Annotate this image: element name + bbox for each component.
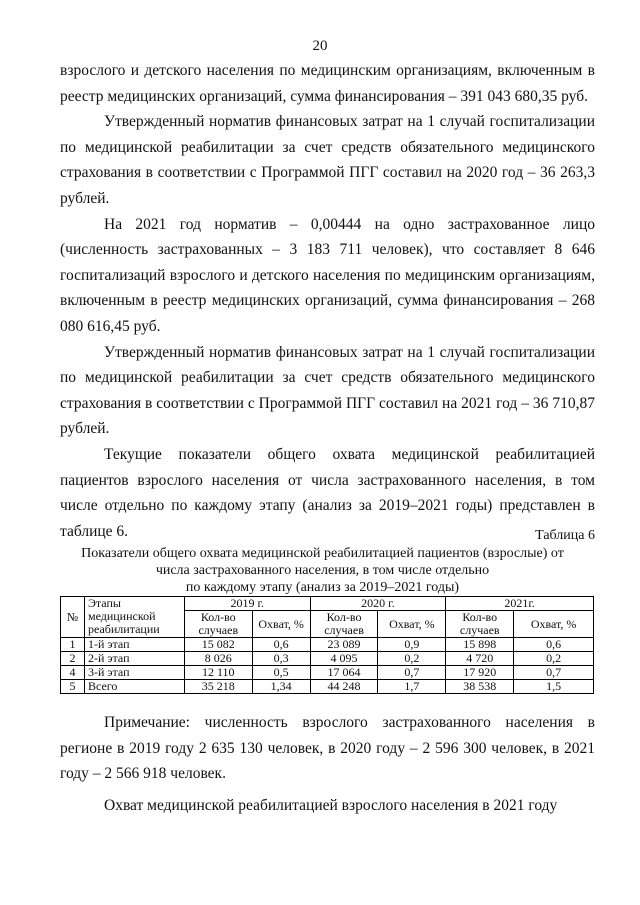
cell-coverage-2021: 0,2 [514,652,594,666]
cell-count-2021: 4 720 [446,652,514,666]
table-title-line-3: по каждому этапу (анализ за 2019–2021 годы) [185,580,460,595]
cell-coverage-2019: 1,34 [252,680,310,694]
row-stage: 2-й этап [84,652,184,666]
subheader-count: Кол-во случаев [446,611,514,638]
cell-count-2021: 17 920 [446,666,514,680]
cell-count-2019: 15 082 [184,638,252,652]
table-title-line-2: числа застрахованного населения, в том числе отдельно [155,563,490,578]
cell-coverage-2021: 0,6 [514,638,594,652]
paragraph-norm-2020: Утвержденный норматив финансовых затрат на 1 случай госпитализации по медицинской реабилитации за счет средств обязательного медицинского страхования в соответствии с Программой ПГГ составил на 2020 год – 36 263,3 рублей. [60,113,595,207]
cell-coverage-2021: 0,7 [514,666,594,680]
cell-coverage-2019: 0,6 [252,638,310,652]
row-stage: Всего [84,680,184,694]
cell-coverage-2020: 1,7 [378,680,446,694]
paragraph-plan-2021: На 2021 год норматив – 0,00444 на одно застрахованное лицо (численность застрахованных – 3 183 711 человек), что составляет 8 646 госпитализаций взрослого и детского населения по медицинским организациям, включенным в реестр медицинских организаций, сумма финансирования – 268 080 616,45 руб. [60,215,595,335]
cell-count-2021: 38 538 [446,680,514,694]
subheader-count: Кол-во случаев [184,611,252,638]
table-row [61,666,594,680]
subheader-count: Кол-во случаев [310,611,378,638]
header-year-2019: 2019 г. [184,597,310,611]
paragraph-last-line: Охват медицинской реабилитацией взрослого населения в 2021 году [104,796,558,814]
cell-coverage-2020: 0,2 [378,652,446,666]
note-block [60,710,595,818]
cell-count-2019: 12 110 [184,666,252,680]
cell-coverage-2020: 0,7 [378,666,446,680]
header-stage: Этапы медицинской реабилитации [84,597,184,638]
cell-count-2020: 23 089 [310,638,378,652]
subheader-coverage: Охват, % [252,611,310,638]
row-number: 5 [61,680,85,694]
paragraph-norm-2021: Утвержденный норматив финансовых затрат на 1 случай госпитализации по медицинской реабилитации за счет средств обязательного медицинского страхования в соответствии с Программой ПГГ составил на 2021 год – 36 710,87 рублей. [60,343,595,438]
coverage-table [60,596,594,694]
table-label: Таблица 6 [535,528,595,543]
row-stage: 1-й этап [84,638,184,652]
cell-coverage-2019: 0,3 [252,652,310,666]
subheader-coverage: Охват, % [378,611,446,638]
paragraph-continuation: взрослого и детского населения по медицинским организациям, включенным в реестр медицинских организаций, сумма финансирования – 391 043 680,35 руб. [60,62,595,105]
row-stage: 3-й этап [84,666,184,680]
paragraph-note: Примечание: численность взрослого застрахованного населения в регионе в 2019 году 2 635 130 человек, в 2020 году – 2 596 300 человек, в 2021 году – 2 566 918 человек. [60,714,595,783]
cell-coverage-2019: 0,5 [252,666,310,680]
header-year-2021: 2021г. [446,597,594,611]
table-row [61,638,594,652]
subheader-coverage: Охват, % [514,611,594,638]
table-row-total [61,680,594,694]
header-number: № [61,597,85,638]
cell-count-2020: 4 095 [310,652,378,666]
cell-count-2019: 35 218 [184,680,252,694]
cell-coverage-2021: 1,5 [514,680,594,694]
cell-count-2021: 15 898 [446,638,514,652]
cell-coverage-2020: 0,9 [378,638,446,652]
paragraph-table-intro: Текущие показатели общего охвата медицинской реабилитацией пациентов взрослого населения от числа застрахованного населения, в том числе отдельно по каждому этапу (анализ за 2019–2021 годы) представлен в таблице 6. [60,445,595,540]
cell-count-2020: 17 064 [310,666,378,680]
table-row [61,652,594,666]
table-title-line-1: Показатели общего охвата медицинской реабилитацией пациентов (взрослые) от [81,546,564,561]
header-year-2020: 2020 г. [310,597,446,611]
cell-count-2019: 8 026 [184,652,252,666]
page-number: 20 [312,38,328,54]
row-number: 1 [61,638,85,652]
body-text [60,58,595,544]
row-number: 2 [61,652,85,666]
table-header-row [61,597,594,611]
row-number: 4 [61,666,85,680]
cell-count-2020: 44 248 [310,680,378,694]
